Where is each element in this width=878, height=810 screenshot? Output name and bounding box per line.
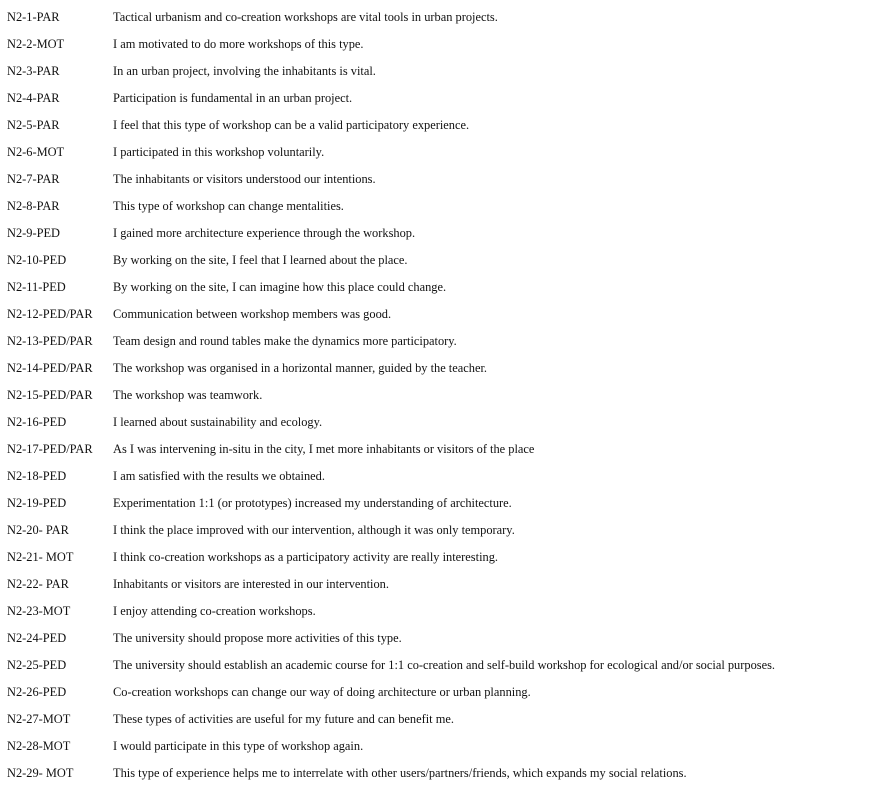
item-code: N2-12-PED/PAR bbox=[7, 307, 93, 321]
item-code: N2-19-PED bbox=[7, 496, 67, 510]
list-item bbox=[0, 625, 878, 652]
item-code: N2-23-MOT bbox=[7, 604, 71, 618]
item-statement: Communication between workshop members was good. bbox=[113, 307, 392, 321]
item-statement: I gained more architecture experience through the workshop. bbox=[113, 226, 416, 240]
list-item bbox=[0, 760, 878, 787]
item-statement: I am motivated to do more workshops of this type. bbox=[113, 37, 364, 51]
item-statement: By working on the site, I feel that I learned about the place. bbox=[113, 253, 408, 267]
item-statement: This type of experience helps me to interrelate with other users/partners/friends, which expands my social relations. bbox=[113, 766, 687, 780]
item-code: N2-2-MOT bbox=[7, 37, 65, 51]
item-code: N2-3-PAR bbox=[7, 64, 60, 78]
list-item bbox=[0, 382, 878, 409]
item-code: N2-14-PED/PAR bbox=[7, 361, 93, 375]
item-code: N2-5-PAR bbox=[7, 118, 60, 132]
item-statement: Experimentation 1:1 (or prototypes) increased my understanding of architecture. bbox=[113, 496, 512, 510]
item-statement: I am satisfied with the results we obtained. bbox=[113, 469, 325, 483]
item-statement: The workshop was organised in a horizontal manner, guided by the teacher. bbox=[113, 361, 487, 375]
item-statement: I enjoy attending co-creation workshops. bbox=[113, 604, 316, 618]
survey-items-list bbox=[0, 4, 878, 787]
item-code: N2-25-PED bbox=[7, 658, 67, 672]
item-code: N2-10-PED bbox=[7, 253, 67, 267]
list-item bbox=[0, 355, 878, 382]
list-item bbox=[0, 733, 878, 760]
item-code: N2-20- PAR bbox=[7, 523, 69, 537]
item-statement: These types of activities are useful for my future and can benefit me. bbox=[113, 712, 454, 726]
list-item bbox=[0, 166, 878, 193]
list-item bbox=[0, 490, 878, 517]
list-item bbox=[0, 598, 878, 625]
item-statement: Participation is fundamental in an urban project. bbox=[113, 91, 353, 105]
item-code: N2-15-PED/PAR bbox=[7, 388, 93, 402]
list-item bbox=[0, 4, 878, 31]
item-statement: I participated in this workshop voluntarily. bbox=[113, 145, 325, 159]
item-code: N2-27-MOT bbox=[7, 712, 71, 726]
list-item bbox=[0, 274, 878, 301]
list-item bbox=[0, 139, 878, 166]
list-item bbox=[0, 571, 878, 598]
item-code: N2-29- MOT bbox=[7, 766, 74, 780]
list-item bbox=[0, 301, 878, 328]
item-statement: I think the place improved with our intervention, although it was only temporary. bbox=[113, 523, 515, 537]
item-statement: The university should propose more activities of this type. bbox=[113, 631, 402, 645]
list-item bbox=[0, 409, 878, 436]
item-statement: I learned about sustainability and ecology. bbox=[113, 415, 323, 429]
item-statement: Team design and round tables make the dynamics more participatory. bbox=[113, 334, 457, 348]
item-statement: I think co-creation workshops as a participatory activity are really interesting. bbox=[113, 550, 499, 564]
list-item bbox=[0, 328, 878, 355]
item-code: N2-6-MOT bbox=[7, 145, 65, 159]
list-item bbox=[0, 652, 878, 679]
item-code: N2-16-PED bbox=[7, 415, 67, 429]
item-statement: I would participate in this type of workshop again. bbox=[113, 739, 364, 753]
item-code: N2-28-MOT bbox=[7, 739, 71, 753]
item-code: N2-17-PED/PAR bbox=[7, 442, 93, 456]
item-statement: Co-creation workshops can change our way of doing architecture or urban planning. bbox=[113, 685, 531, 699]
item-code: N2-1-PAR bbox=[7, 10, 60, 24]
list-item bbox=[0, 193, 878, 220]
item-statement: In an urban project, involving the inhabitants is vital. bbox=[113, 64, 376, 78]
list-item bbox=[0, 31, 878, 58]
item-code: N2-18-PED bbox=[7, 469, 67, 483]
list-item bbox=[0, 463, 878, 490]
item-statement: Tactical urbanism and co-creation workshops are vital tools in urban projects. bbox=[113, 10, 498, 24]
item-code: N2-11-PED bbox=[7, 280, 66, 294]
item-statement: The workshop was teamwork. bbox=[113, 388, 263, 402]
list-item bbox=[0, 679, 878, 706]
item-code: N2-21- MOT bbox=[7, 550, 74, 564]
item-code: N2-9-PED bbox=[7, 226, 60, 240]
item-code: N2-26-PED bbox=[7, 685, 67, 699]
list-item bbox=[0, 247, 878, 274]
item-code: N2-24-PED bbox=[7, 631, 67, 645]
list-item bbox=[0, 517, 878, 544]
item-statement: By working on the site, I can imagine how this place could change. bbox=[113, 280, 447, 294]
item-statement: As I was intervening in-situ in the city, I met more inhabitants or visitors of the place bbox=[113, 442, 535, 456]
item-code: N2-22- PAR bbox=[7, 577, 69, 591]
item-statement: I feel that this type of workshop can be a valid participatory experience. bbox=[113, 118, 470, 132]
list-item bbox=[0, 220, 878, 247]
item-code: N2-7-PAR bbox=[7, 172, 60, 186]
list-item bbox=[0, 544, 878, 571]
list-item bbox=[0, 85, 878, 112]
list-item bbox=[0, 436, 878, 463]
item-statement: Inhabitants or visitors are interested in our intervention. bbox=[113, 577, 389, 591]
item-statement: This type of workshop can change mentalities. bbox=[113, 199, 344, 213]
item-code: N2-8-PAR bbox=[7, 199, 60, 213]
item-code: N2-13-PED/PAR bbox=[7, 334, 93, 348]
list-item bbox=[0, 112, 878, 139]
list-item bbox=[0, 58, 878, 85]
item-statement: The inhabitants or visitors understood our intentions. bbox=[113, 172, 376, 186]
list-item bbox=[0, 706, 878, 733]
item-code: N2-4-PAR bbox=[7, 91, 60, 105]
item-statement: The university should establish an academic course for 1:1 co-creation and self-build workshop for ecological and/or social purposes. bbox=[113, 658, 776, 672]
